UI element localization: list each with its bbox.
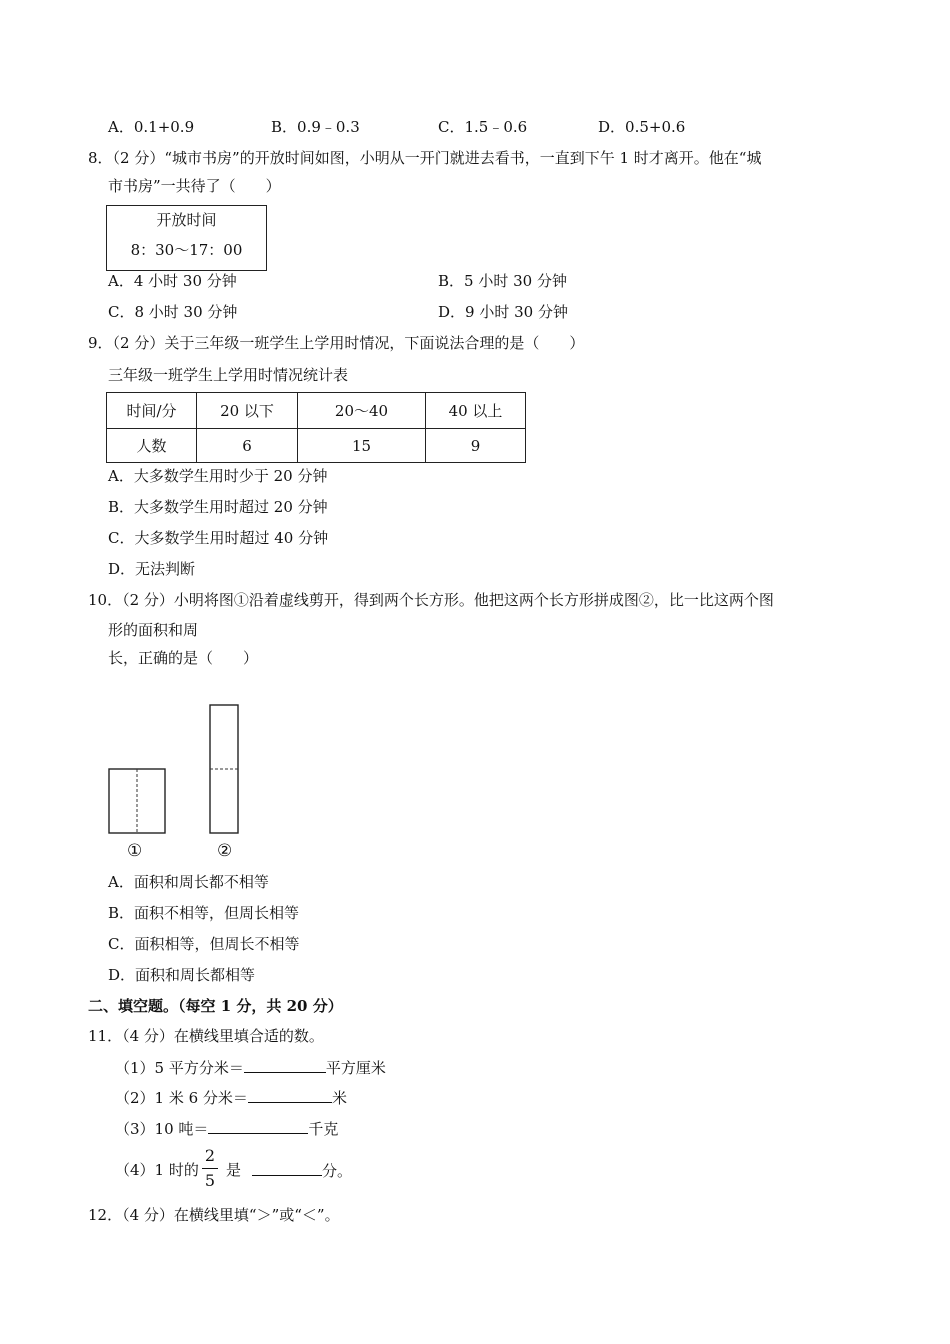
table-header-cell: 20 以下 [197,393,298,429]
q10-option-a: A．面积和周长都不相等 [108,873,269,891]
figure-2-label: ② [217,841,233,861]
q10-stem-line2: 形的面积和周 [108,621,199,639]
table-header-row [107,393,526,429]
answer-blank[interactable] [252,1160,322,1176]
q10-figures [100,698,260,838]
table-header-cell: 20～40 [298,393,426,429]
q11-item-3 [115,1118,338,1139]
opening-hours-title: 开放时间 [156,211,217,229]
table-cell: 9 [426,429,526,463]
q8-stem-line2: 市书房”一共待了（ ） [108,177,281,195]
section-title: 二、填空题。（每空 1 分，共 20 分） [88,997,343,1015]
q9-option-d: D．无法判断 [108,560,196,578]
q11-item-4-prefix: （4）1 时的 [115,1161,199,1179]
answer-blank[interactable] [244,1057,326,1073]
q11-item-4-mid: 是 [226,1161,242,1179]
figure-1-label: ① [127,841,143,861]
q11-item-prefix: （3）10 吨＝ [115,1120,209,1138]
q10-option-d: D．面积和周长都相等 [108,966,256,984]
answer-blank[interactable] [248,1087,332,1103]
q9-stats-table [106,392,526,463]
q10-option-c: C．面积相等，但周长不相等 [108,935,300,953]
fraction-numerator: 2 [204,1146,216,1165]
q10-stem-line1: 10．（2 分）小明将图①沿着虚线剪开，得到两个长方形。他把这两个长方形拼成图②，比一比这两个图 [88,591,774,609]
q11-item-suffix: 平方厘米 [325,1059,386,1077]
q7-option-a: A．0.1+0.9 [108,118,195,136]
q9-table-title: 三年级一班学生上学用时情况统计表 [108,366,349,384]
table-row [107,429,526,463]
table-header-cell: 时间/分 [107,393,197,429]
fraction-bar [202,1168,218,1169]
q9-stem: 9．（2 分）关于三年级一班学生上学用时情况，下面说法合理的是（ ） [88,334,585,352]
q8-option-d: D．9 小时 30 分钟 [438,303,568,321]
table-cell: 6 [197,429,298,463]
figure-2-rectangle [210,705,238,833]
q9-option-a: A．大多数学生用时少于 20 分钟 [108,467,328,485]
q8-stem-line1: 8．（2 分）“城市书房”的开放时间如图，小明从一开门就进去看书，一直到下午 1 时才离开。他在“城 [88,149,762,167]
table-cell: 人数 [107,429,197,463]
q10-option-b: B．面积不相等，但周长相等 [108,904,300,922]
q8-option-b: B．5 小时 30 分钟 [438,272,567,290]
table-cell: 15 [298,429,426,463]
q7-option-b: B．0.9﹣0.3 [271,118,360,136]
table-header-cell: 40 以上 [426,393,526,429]
q9-option-c: C．大多数学生用时超过 40 分钟 [108,529,329,547]
q11-item-4-answer [252,1160,352,1181]
q11-item-suffix: 千克 [308,1120,339,1138]
q11-item-suffix: 米 [331,1089,347,1107]
q7-option-c: C．1.5﹣0.6 [438,118,528,136]
fraction-denominator: 5 [204,1171,216,1190]
q8-option-a: A．4 小时 30 分钟 [108,272,237,290]
q11-item-suffix: 分。 [322,1162,353,1180]
q10-stem-line3: 长，正确的是（ ） [108,649,259,667]
q12-stem: 12．（4 分）在横线里填“＞”或“＜”。 [88,1206,340,1224]
q11-item-2 [115,1087,347,1108]
q11-item-prefix: （2）1 米 6 分米＝ [115,1089,248,1107]
q11-stem: 11．（4 分）在横线里填合适的数。 [88,1027,324,1045]
opening-hours-box [106,205,267,271]
q8-option-c: C．8 小时 30 分钟 [108,303,238,321]
q9-option-b: B．大多数学生用时超过 20 分钟 [108,498,328,516]
answer-blank[interactable] [208,1118,308,1134]
opening-hours-time: 8：30～17：00 [130,241,243,259]
q7-option-d: D．0.5+0.6 [598,118,686,136]
q11-item-prefix: （1）5 平方分米＝ [115,1059,244,1077]
q11-item-1 [115,1057,386,1078]
